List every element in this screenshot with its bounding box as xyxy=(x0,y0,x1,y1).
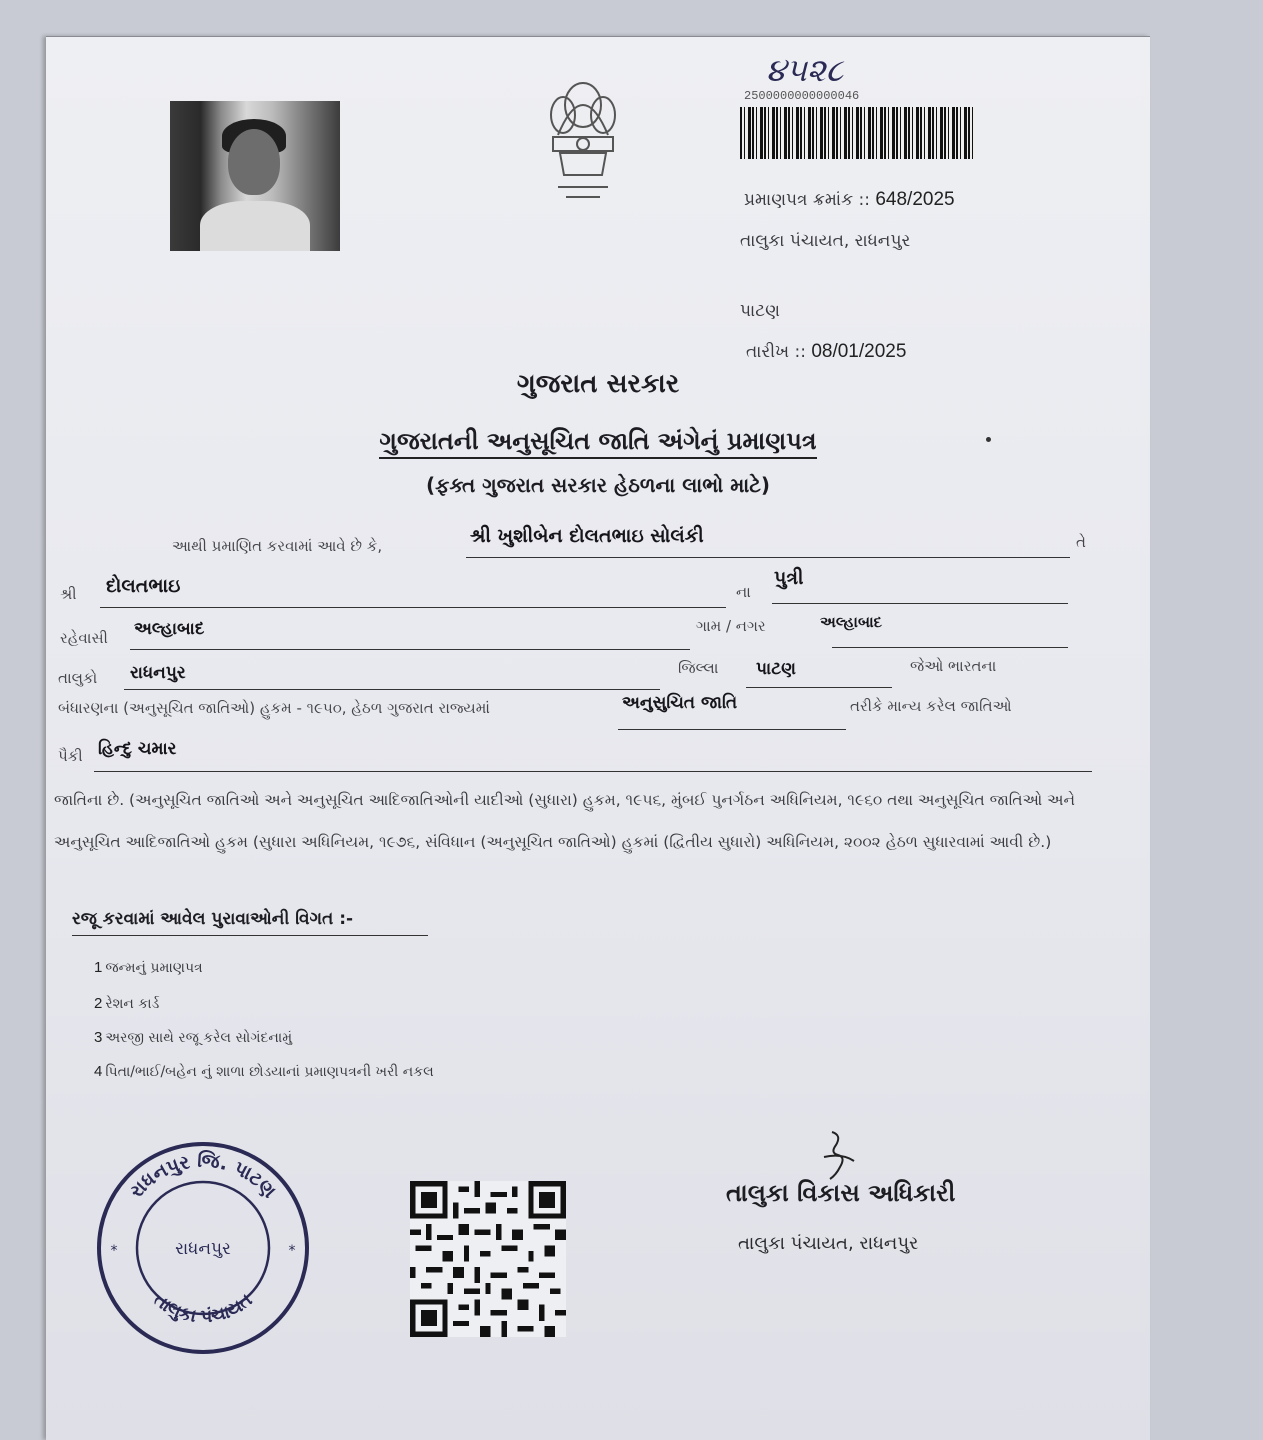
legal-paragraph: જાતિના છે. (અનુસૂચિત જાતિઓ અને અનુસૂચિત આદિજાતિઓની યાદીઓ (સુધારા) હુકમ, ૧૯૫૬, મુંબઈ પુનર્ગઠન અધિનિયમ, ૧૯૬૦ તથા અનુસૂચિત જાતિઓ અને અનુસૂચિત આદિજાતિઓ હુકમ (સુધારા અધિનિયમ, ૧૯૭૬, સંવિધાન (અનુસૂચિત જાતિઓ) હુકમાં (દ્વિતીય સુધારો) અધિનિયમ, ૨૦૦૨ હેઠળ સુધારવામાં આવી છે.) xyxy=(54,791,1076,851)
relation: પુત્રી xyxy=(774,567,804,589)
resident-label: રહેવાસી xyxy=(60,629,108,647)
qr-code-icon xyxy=(410,1181,566,1337)
svg-text:રાધનપુર જિ. પાટણ: રાધનપુર જિ. પાટણ xyxy=(125,1149,281,1203)
office-line: તાલુકા પંચાયત, રાધનપુર xyxy=(740,231,911,251)
official-seal-icon xyxy=(92,1137,314,1359)
taluka-line xyxy=(124,665,660,690)
documents-heading: રજૂ કરવામાં આવેલ પુરાવાઓની વિગત :- xyxy=(72,909,428,936)
shri-label: શ્રી xyxy=(60,585,77,603)
relation-label: ના xyxy=(736,583,751,601)
category: અનુસુચિત જાતિ xyxy=(622,693,738,713)
svg-text:*: * xyxy=(288,1243,296,1259)
caste-line xyxy=(94,747,1092,772)
handwritten-number: ૪૫૨૮ xyxy=(766,51,844,89)
district: પાટણ xyxy=(756,659,796,679)
district-label: જિલ્લા xyxy=(678,659,719,677)
certificate-note: (ફક્ત ગુજરાત સરકાર હેઠળના લાભો માટે) xyxy=(425,473,771,497)
holder-name: શ્રી ખુશીબેન દોલતભાઇ સોલંકી xyxy=(470,525,704,547)
notified-label: તરીકે માન્ય કરેલ જાતિઓ xyxy=(850,697,1012,715)
svg-text:*: * xyxy=(110,1243,118,1259)
holder-photo xyxy=(170,101,340,251)
certificate-paper xyxy=(46,36,1150,1440)
document-item: 3 અરજી સાથે રજૂ કરેલ સોગંદનામું xyxy=(94,1029,293,1046)
svg-text:તાલુકા પંચાયત: તાલુકા પંચાયત xyxy=(149,1289,257,1328)
resident-line xyxy=(130,625,690,650)
officer-title: તાલુકા વિકાસ અધિકારી xyxy=(726,1179,956,1207)
officer-office: તાલુકા પંચાયત, રાધનપુર xyxy=(738,1233,919,1254)
intro-label: આથી પ્રમાણિત કરવામાં આવે છે કે, xyxy=(172,537,383,555)
barcode-serial: 2500000000000046 xyxy=(744,89,860,103)
holder-suffix: તે xyxy=(1076,533,1086,551)
mark-dot xyxy=(986,437,991,442)
government-title: ગુજરાત સરકાર xyxy=(516,369,680,399)
village: અલ્હાબાદ xyxy=(820,613,883,631)
relation-line xyxy=(772,579,1068,604)
certificate-number: પ્રમાણપત્ર ક્રમાંક :: 648/2025 xyxy=(744,189,955,210)
svg-text:રાધનપુર: રાધનપુર xyxy=(175,1239,231,1259)
document-item: 1 જન્મનું પ્રમાણપત્ર xyxy=(94,959,203,976)
resident: અલ્હાબાદ xyxy=(134,619,205,639)
constitution-label: બંધારણના (અનુસૂચિત જાતિઓ) હુકમ - ૧૯૫૦, હેઠળ ગુજરાત રાજ્યમાં xyxy=(58,699,490,717)
taluka-label: તાલુકો xyxy=(58,669,98,687)
barcode xyxy=(740,107,976,159)
of-label: પૈકી xyxy=(58,747,83,765)
issue-date: તારીખ :: 08/01/2025 xyxy=(746,341,907,362)
document-item: 4 પિતા/ભાઈ/બહેન નું શાળા છોડયાનાં પ્રમાણપત્રની ખરી નકલ xyxy=(94,1063,434,1080)
taluka: રાધનપુર xyxy=(130,663,186,683)
document-item: 2 રેશન કાર્ડ xyxy=(94,995,160,1012)
father-name: દોલતભાઇ xyxy=(106,575,181,597)
national-emblem-icon xyxy=(528,65,638,215)
which-label: જેઓ ભારતના xyxy=(910,657,997,675)
caste: હિન્દુ ચમાર xyxy=(98,739,177,759)
certificate-title: ગુજરાતની અનુસૂચિત જાતિ અંગેનું પ્રમાણપત્ર xyxy=(46,427,1150,455)
father-name-line xyxy=(100,583,726,608)
district-line: પાટણ xyxy=(740,301,780,321)
village-label: ગામ / નગર xyxy=(696,617,766,635)
signature-icon xyxy=(802,1127,872,1187)
